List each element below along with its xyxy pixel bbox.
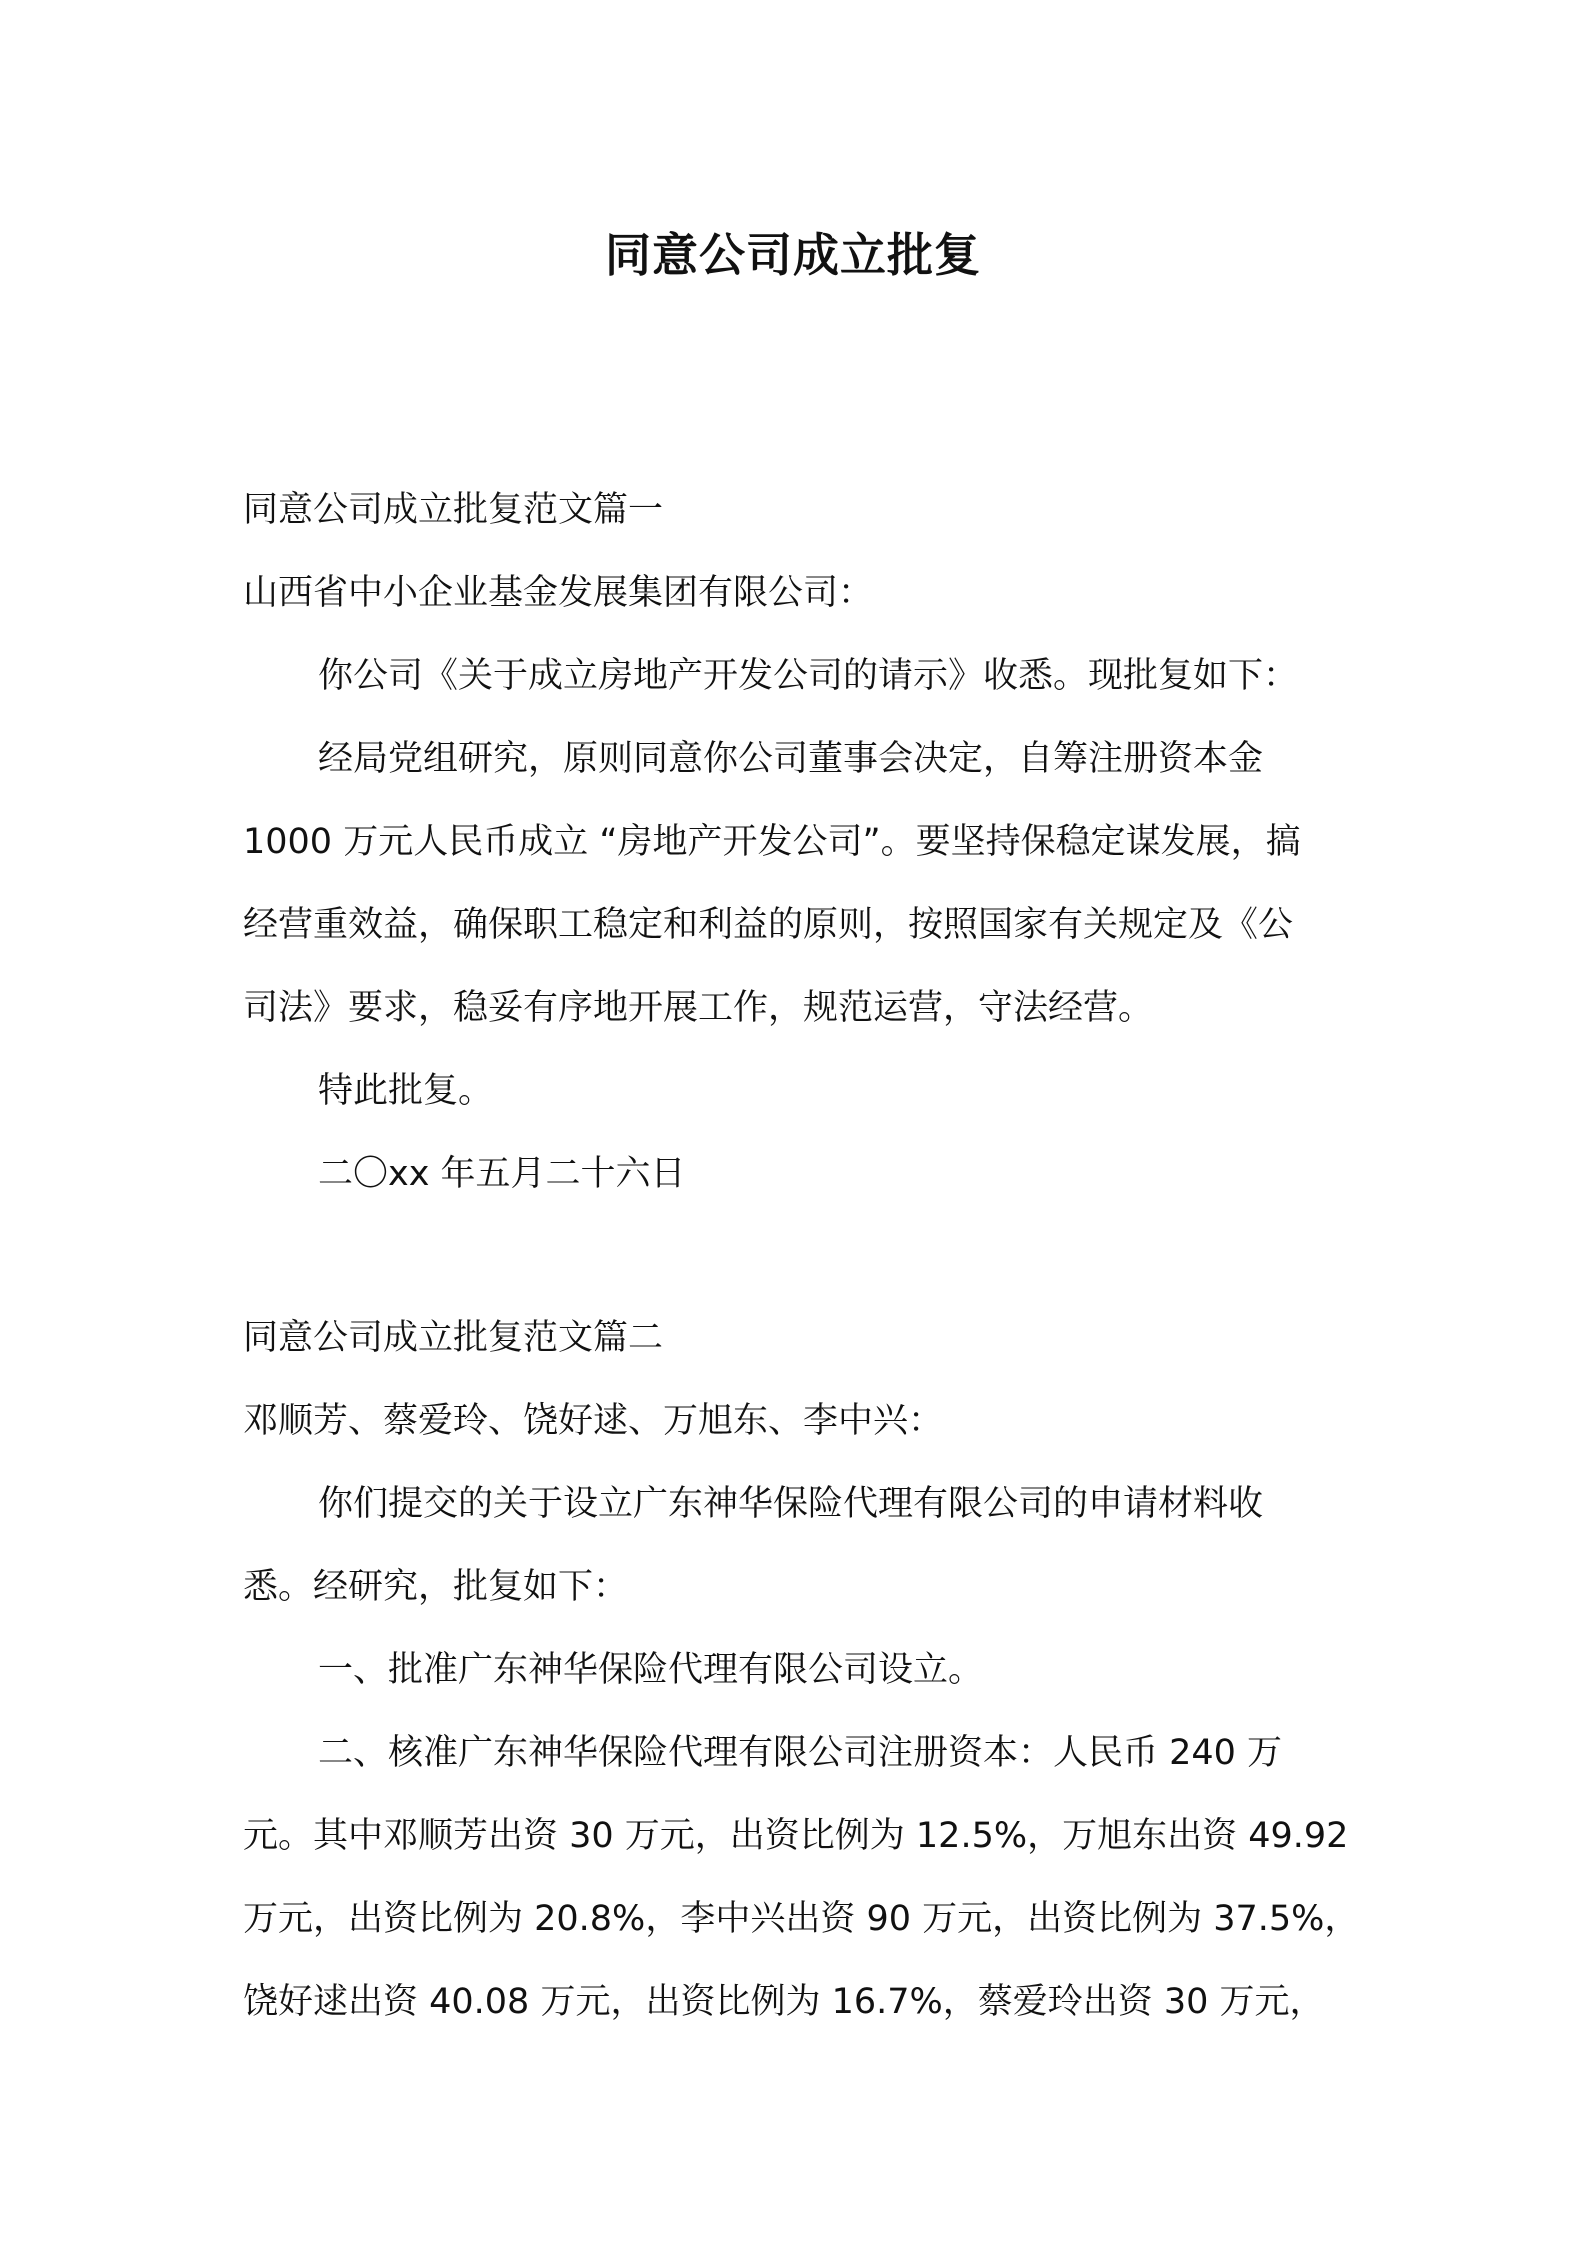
section1-paragraph-line: 你公司《关于成立房地产开发公司的请示》收悉。现批复如下： [318, 656, 1299, 696]
section1-closing: 特此批复。 [318, 1071, 494, 1111]
section1-date: 二〇xx 年五月二十六日 [318, 1154, 686, 1194]
section2-paragraph-line: 一、批准广东神华保险代理有限公司设立。 [318, 1650, 984, 1690]
section1-paragraph-line: 司法》要求，稳妥有序地开展工作，规范运营，守法经营。 [243, 988, 1154, 1028]
section2-heading: 同意公司成立批复范文篇二 [243, 1318, 664, 1358]
section2-addressee: 邓顺芳、蔡爱玲、饶好逑、万旭东、李中兴： [243, 1401, 944, 1441]
section1-addressee: 山西省中小企业基金发展集团有限公司： [243, 573, 874, 613]
section1-paragraph-line: 1000 万元人民币成立 “房地产开发公司”。要坚持保稳定谋发展，搞 [243, 822, 1301, 862]
section2-paragraph-line: 万元，出资比例为 20.8%，李中兴出资 90 万元，出资比例为 37.5%， [243, 1899, 1360, 1939]
section1-paragraph-line: 经营重效益，确保职工稳定和利益的原则，按照国家有关规定及《公 [243, 905, 1294, 945]
section2-paragraph-line: 你们提交的关于设立广东神华保险代理有限公司的申请材料收 [318, 1484, 1264, 1524]
section2-paragraph-line: 饶好逑出资 40.08 万元，出资比例为 16.7%，蔡爱玲出资 30 万元， [243, 1982, 1325, 2022]
document-title: 同意公司成立批复 [605, 228, 981, 282]
section1-heading: 同意公司成立批复范文篇一 [243, 490, 664, 530]
section2-paragraph-line: 元。其中邓顺芳出资 30 万元，出资比例为 12.5%，万旭东出资 49.92 [243, 1816, 1349, 1856]
section2-paragraph-line: 悉。经研究，批复如下： [243, 1567, 629, 1607]
section2-paragraph-line: 二、核准广东神华保险代理有限公司注册资本：人民币 240 万 [318, 1733, 1283, 1773]
section1-paragraph-line: 经局党组研究，原则同意你公司董事会决定，自筹注册资本金 [318, 739, 1264, 779]
